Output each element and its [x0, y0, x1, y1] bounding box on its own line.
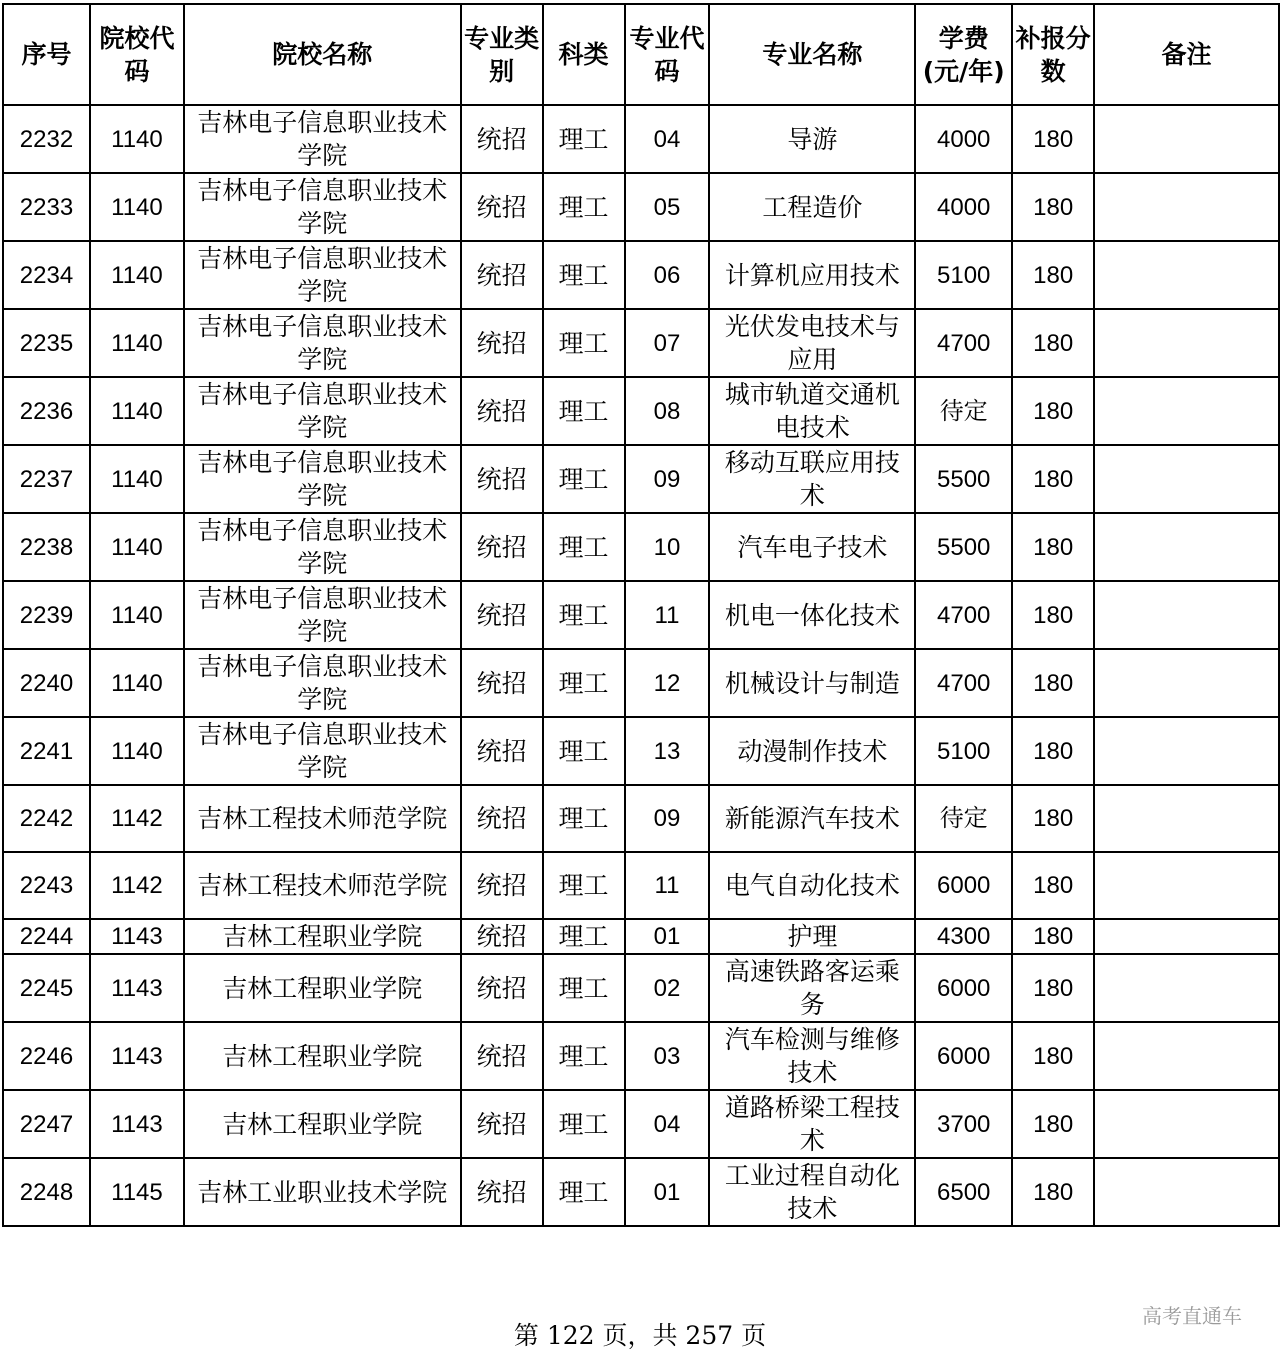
cell-score: 180 — [1012, 309, 1094, 377]
cell-tuition: 4300 — [915, 919, 1012, 954]
cell-major-category: 统招 — [461, 852, 543, 919]
cell-remarks — [1094, 1022, 1279, 1090]
cell-major-code: 11 — [625, 581, 710, 649]
cell-major-category: 统招 — [461, 581, 543, 649]
cell-major-code: 09 — [625, 445, 710, 513]
cell-major-category: 统招 — [461, 377, 543, 445]
cell-remarks — [1094, 309, 1279, 377]
cell-score: 180 — [1012, 173, 1094, 241]
cell-score: 180 — [1012, 717, 1094, 785]
cell-subject: 理工 — [543, 852, 625, 919]
cell-school-code: 1142 — [90, 852, 184, 919]
cell-school-name: 吉林电子信息职业技术学院 — [184, 649, 461, 717]
cell-major-code: 09 — [625, 785, 710, 852]
cell-seq: 2245 — [3, 954, 90, 1022]
cell-major-code: 01 — [625, 919, 710, 954]
cell-major-category: 统招 — [461, 919, 543, 954]
cell-school-name: 吉林工程职业学院 — [184, 1090, 461, 1158]
cell-school-name: 吉林电子信息职业技术学院 — [184, 513, 461, 581]
cell-tuition: 5100 — [915, 717, 1012, 785]
cell-major-category: 统招 — [461, 785, 543, 852]
cell-major-name: 移动互联应用技术 — [709, 445, 915, 513]
cell-remarks — [1094, 919, 1279, 954]
cell-subject: 理工 — [543, 173, 625, 241]
cell-school-code: 1140 — [90, 717, 184, 785]
cell-major-code: 10 — [625, 513, 710, 581]
cell-subject: 理工 — [543, 717, 625, 785]
cell-major-name: 汽车电子技术 — [709, 513, 915, 581]
table-row — [3, 241, 1279, 309]
cell-major-code: 02 — [625, 954, 710, 1022]
cell-tuition: 4700 — [915, 309, 1012, 377]
cell-score: 180 — [1012, 105, 1094, 173]
cell-major-category: 统招 — [461, 1158, 543, 1226]
cell-score: 180 — [1012, 785, 1094, 852]
cell-major-name: 道路桥梁工程技术 — [709, 1090, 915, 1158]
cell-subject: 理工 — [543, 1022, 625, 1090]
cell-school-name: 吉林电子信息职业技术学院 — [184, 445, 461, 513]
cell-remarks — [1094, 1158, 1279, 1226]
admission-table — [2, 3, 1280, 1227]
cell-school-name: 吉林工程技术师范学院 — [184, 852, 461, 919]
cell-remarks — [1094, 173, 1279, 241]
header-tuition: 学费(元/年) — [915, 4, 1012, 105]
cell-major-code: 01 — [625, 1158, 710, 1226]
cell-remarks — [1094, 105, 1279, 173]
header-major-category: 专业类别 — [461, 4, 543, 105]
cell-seq: 2240 — [3, 649, 90, 717]
cell-tuition: 4000 — [915, 173, 1012, 241]
cell-subject: 理工 — [543, 445, 625, 513]
table-row — [3, 105, 1279, 173]
page-number: 第 122 页，共 257 页 — [513, 1321, 767, 1350]
header-major-name: 专业名称 — [709, 4, 915, 105]
cell-seq: 2233 — [3, 173, 90, 241]
cell-school-code: 1143 — [90, 954, 184, 1022]
cell-remarks — [1094, 513, 1279, 581]
cell-major-code: 07 — [625, 309, 710, 377]
cell-school-name: 吉林电子信息职业技术学院 — [184, 105, 461, 173]
cell-seq: 2246 — [3, 1022, 90, 1090]
cell-school-code: 1140 — [90, 105, 184, 173]
cell-subject: 理工 — [543, 1090, 625, 1158]
cell-seq: 2247 — [3, 1090, 90, 1158]
header-remarks: 备注 — [1094, 4, 1279, 105]
cell-tuition: 5100 — [915, 241, 1012, 309]
cell-major-category: 统招 — [461, 241, 543, 309]
cell-school-name: 吉林电子信息职业技术学院 — [184, 581, 461, 649]
cell-seq: 2241 — [3, 717, 90, 785]
cell-tuition: 4000 — [915, 105, 1012, 173]
cell-score: 180 — [1012, 241, 1094, 309]
cell-major-name: 电气自动化技术 — [709, 852, 915, 919]
cell-tuition: 4700 — [915, 649, 1012, 717]
cell-tuition: 待定 — [915, 785, 1012, 852]
cell-remarks — [1094, 445, 1279, 513]
cell-major-code: 11 — [625, 852, 710, 919]
cell-school-name: 吉林电子信息职业技术学院 — [184, 173, 461, 241]
cell-seq: 2232 — [3, 105, 90, 173]
cell-school-code: 1143 — [90, 1022, 184, 1090]
cell-school-code: 1140 — [90, 445, 184, 513]
cell-school-name: 吉林工业职业技术学院 — [184, 1158, 461, 1226]
cell-school-code: 1143 — [90, 919, 184, 954]
cell-major-code: 13 — [625, 717, 710, 785]
cell-major-code: 08 — [625, 377, 710, 445]
cell-seq: 2242 — [3, 785, 90, 852]
table-row — [3, 173, 1279, 241]
cell-remarks — [1094, 954, 1279, 1022]
cell-school-code: 1142 — [90, 785, 184, 852]
cell-major-category: 统招 — [461, 1090, 543, 1158]
cell-major-category: 统招 — [461, 1022, 543, 1090]
cell-remarks — [1094, 581, 1279, 649]
cell-school-code: 1140 — [90, 173, 184, 241]
cell-major-name: 光伏发电技术与应用 — [709, 309, 915, 377]
cell-subject: 理工 — [543, 919, 625, 954]
cell-major-name: 汽车检测与维修技术 — [709, 1022, 915, 1090]
cell-school-name: 吉林电子信息职业技术学院 — [184, 241, 461, 309]
cell-subject: 理工 — [543, 649, 625, 717]
header-seq: 序号 — [3, 4, 90, 105]
cell-major-code: 04 — [625, 105, 710, 173]
cell-tuition: 5500 — [915, 513, 1012, 581]
table-row — [3, 1090, 1279, 1158]
cell-tuition: 6000 — [915, 852, 1012, 919]
table-row — [3, 785, 1279, 852]
cell-major-name: 护理 — [709, 919, 915, 954]
cell-subject: 理工 — [543, 105, 625, 173]
cell-score: 180 — [1012, 513, 1094, 581]
table-row — [3, 919, 1279, 954]
cell-school-name: 吉林电子信息职业技术学院 — [184, 377, 461, 445]
cell-score: 180 — [1012, 919, 1094, 954]
cell-score: 180 — [1012, 581, 1094, 649]
cell-tuition: 4700 — [915, 581, 1012, 649]
cell-school-name: 吉林工程职业学院 — [184, 954, 461, 1022]
table-row — [3, 649, 1279, 717]
cell-score: 180 — [1012, 1090, 1094, 1158]
cell-score: 180 — [1012, 1158, 1094, 1226]
table-row — [3, 1022, 1279, 1090]
cell-school-code: 1143 — [90, 1090, 184, 1158]
cell-major-code: 06 — [625, 241, 710, 309]
cell-subject: 理工 — [543, 1158, 625, 1226]
cell-score: 180 — [1012, 445, 1094, 513]
cell-tuition: 5500 — [915, 445, 1012, 513]
cell-seq: 2236 — [3, 377, 90, 445]
table-row — [3, 513, 1279, 581]
cell-major-name: 动漫制作技术 — [709, 717, 915, 785]
cell-major-code: 12 — [625, 649, 710, 717]
cell-school-code: 1140 — [90, 581, 184, 649]
cell-remarks — [1094, 785, 1279, 852]
cell-school-name: 吉林电子信息职业技术学院 — [184, 309, 461, 377]
cell-school-code: 1140 — [90, 377, 184, 445]
cell-seq: 2237 — [3, 445, 90, 513]
cell-school-code: 1140 — [90, 513, 184, 581]
cell-subject: 理工 — [543, 581, 625, 649]
cell-school-code: 1145 — [90, 1158, 184, 1226]
cell-remarks — [1094, 241, 1279, 309]
cell-subject: 理工 — [543, 954, 625, 1022]
cell-subject: 理工 — [543, 309, 625, 377]
table-row — [3, 309, 1279, 377]
table-row — [3, 717, 1279, 785]
cell-school-name: 吉林工程职业学院 — [184, 919, 461, 954]
cell-score: 180 — [1012, 1022, 1094, 1090]
cell-major-name: 导游 — [709, 105, 915, 173]
cell-major-code: 03 — [625, 1022, 710, 1090]
cell-tuition: 6000 — [915, 1022, 1012, 1090]
header-score: 补报分数 — [1012, 4, 1094, 105]
cell-remarks — [1094, 717, 1279, 785]
cell-subject: 理工 — [543, 785, 625, 852]
cell-school-code: 1140 — [90, 241, 184, 309]
cell-major-code: 04 — [625, 1090, 710, 1158]
cell-subject: 理工 — [543, 377, 625, 445]
cell-school-name: 吉林电子信息职业技术学院 — [184, 717, 461, 785]
cell-major-name: 城市轨道交通机电技术 — [709, 377, 915, 445]
cell-score: 180 — [1012, 377, 1094, 445]
cell-seq: 2235 — [3, 309, 90, 377]
header-school-name: 院校名称 — [184, 4, 461, 105]
cell-major-name: 新能源汽车技术 — [709, 785, 915, 852]
cell-tuition: 6500 — [915, 1158, 1012, 1226]
table-body — [3, 105, 1279, 1226]
header-school-code: 院校代码 — [90, 4, 184, 105]
cell-major-category: 统招 — [461, 173, 543, 241]
cell-subject: 理工 — [543, 241, 625, 309]
cell-major-name: 工程造价 — [709, 173, 915, 241]
cell-remarks — [1094, 377, 1279, 445]
cell-major-category: 统招 — [461, 954, 543, 1022]
cell-school-code: 1140 — [90, 649, 184, 717]
cell-major-name: 机械设计与制造 — [709, 649, 915, 717]
cell-seq: 2234 — [3, 241, 90, 309]
table-row — [3, 377, 1279, 445]
table-row — [3, 581, 1279, 649]
header-row — [3, 4, 1279, 105]
cell-seq: 2238 — [3, 513, 90, 581]
cell-major-category: 统招 — [461, 649, 543, 717]
header-major-code: 专业代码 — [625, 4, 710, 105]
cell-subject: 理工 — [543, 513, 625, 581]
header-subject: 科类 — [543, 4, 625, 105]
cell-major-name: 工业过程自动化技术 — [709, 1158, 915, 1226]
cell-major-category: 统招 — [461, 309, 543, 377]
cell-school-name: 吉林工程职业学院 — [184, 1022, 461, 1090]
table-row — [3, 445, 1279, 513]
cell-major-name: 机电一体化技术 — [709, 581, 915, 649]
cell-major-name: 高速铁路客运乘务 — [709, 954, 915, 1022]
cell-seq: 2248 — [3, 1158, 90, 1226]
table-row — [3, 852, 1279, 919]
cell-seq: 2239 — [3, 581, 90, 649]
cell-score: 180 — [1012, 954, 1094, 1022]
cell-tuition: 3700 — [915, 1090, 1012, 1158]
table-row — [3, 954, 1279, 1022]
cell-seq: 2243 — [3, 852, 90, 919]
cell-school-code: 1140 — [90, 309, 184, 377]
cell-tuition: 待定 — [915, 377, 1012, 445]
cell-major-category: 统招 — [461, 105, 543, 173]
cell-remarks — [1094, 649, 1279, 717]
cell-school-name: 吉林工程技术师范学院 — [184, 785, 461, 852]
cell-score: 180 — [1012, 852, 1094, 919]
table-row — [3, 1158, 1279, 1226]
cell-seq: 2244 — [3, 919, 90, 954]
cell-score: 180 — [1012, 649, 1094, 717]
cell-major-name: 计算机应用技术 — [709, 241, 915, 309]
cell-major-category: 统招 — [461, 445, 543, 513]
watermark: 高考直通车 — [1142, 1304, 1242, 1328]
cell-remarks — [1094, 1090, 1279, 1158]
cell-major-category: 统招 — [461, 717, 543, 785]
cell-tuition: 6000 — [915, 954, 1012, 1022]
cell-remarks — [1094, 852, 1279, 919]
cell-major-code: 05 — [625, 173, 710, 241]
cell-major-category: 统招 — [461, 513, 543, 581]
